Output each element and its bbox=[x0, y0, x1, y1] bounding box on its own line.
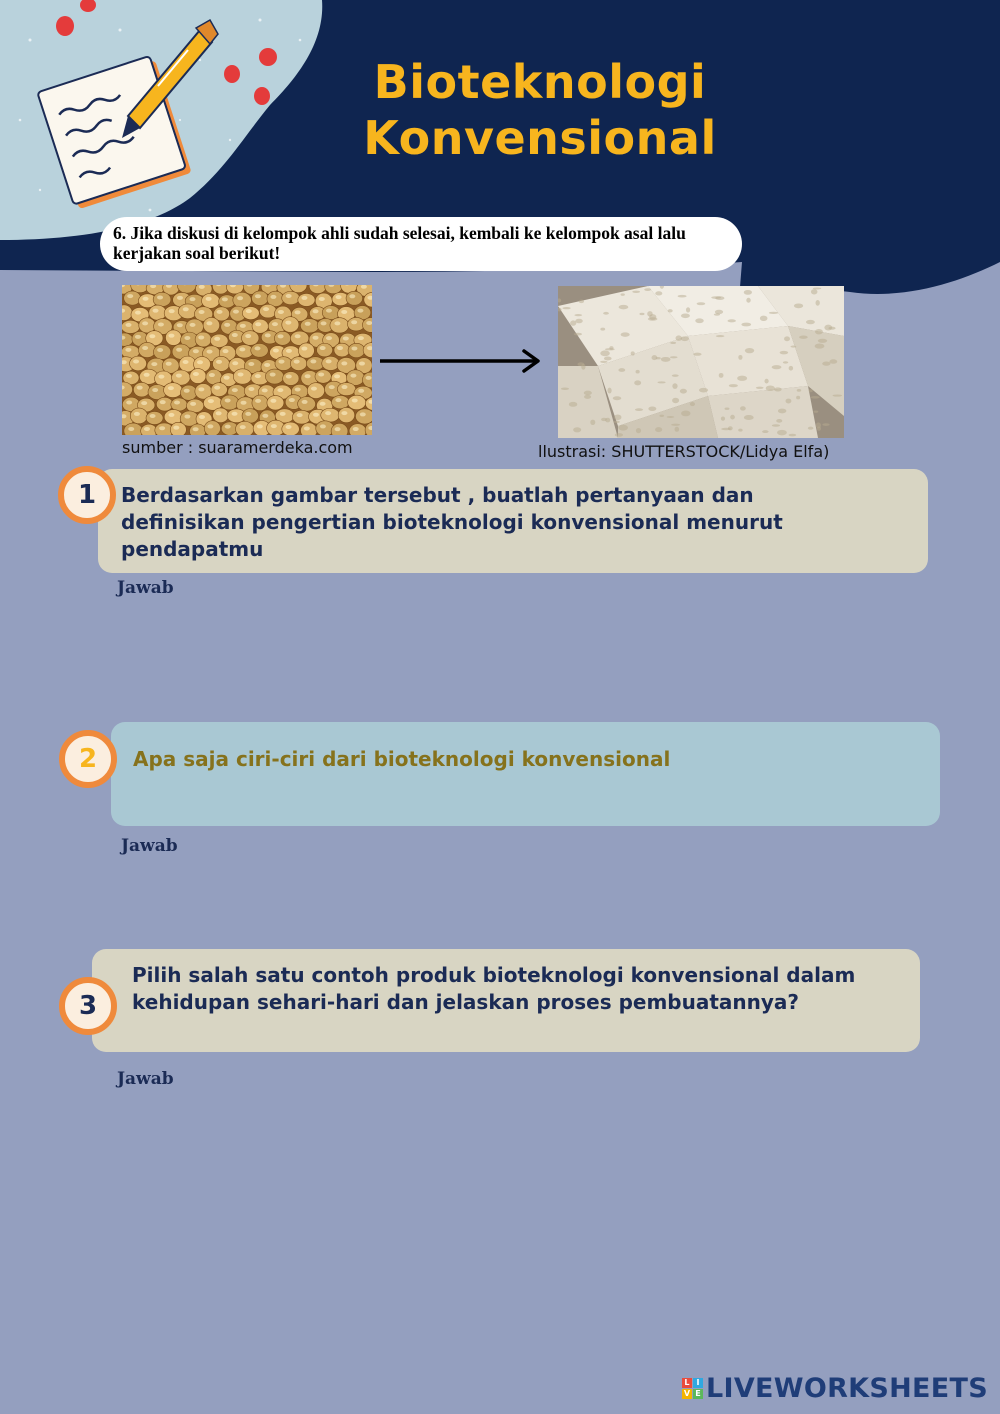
question-2-number: 2 bbox=[78, 744, 98, 774]
liveworksheets-logo bbox=[682, 1373, 988, 1404]
question-2-text: Apa saja ciri-ciri dari bioteknologi konvensional bbox=[133, 747, 671, 771]
question-1-answer-label: Jawab bbox=[117, 578, 174, 598]
question-3-box bbox=[92, 949, 920, 1052]
page-title-line2: Konvensional bbox=[363, 111, 717, 165]
page-title-line1: Bioteknologi bbox=[373, 55, 707, 109]
arrow-right-icon bbox=[378, 346, 544, 376]
question-3-answer-area[interactable] bbox=[110, 1097, 930, 1297]
right-image-caption: llustrasi: SHUTTERSTOCK/Lidya Elfa) bbox=[538, 442, 830, 461]
liveworksheets-logo-icon: L I V E bbox=[682, 1378, 703, 1399]
question-3-number: 3 bbox=[78, 991, 98, 1021]
question-1-number: 1 bbox=[77, 480, 97, 510]
tempeh-image bbox=[558, 286, 844, 438]
instruction-text: 6. Jika diskusi di kelompok ahli sudah selesai, kembali ke kelompok asal lalu kerjakan soal berikut! bbox=[113, 223, 686, 263]
question-1-text: Berdasarkan gambar tersebut , buatlah pertanyaan dan definisikan pengertian bioteknologi konvensional menurut pendapatmu bbox=[121, 483, 783, 561]
question-3-answer-label: Jawab bbox=[117, 1069, 174, 1089]
question-1-answer-area[interactable] bbox=[110, 606, 930, 706]
question-2-badge bbox=[59, 730, 117, 788]
liveworksheets-logo-text: LIVEWORKSHEETS bbox=[705, 1373, 988, 1404]
left-image-caption: sumber : suaramerdeka.com bbox=[122, 438, 353, 457]
question-2-answer-area[interactable] bbox=[110, 864, 930, 944]
question-1-badge bbox=[58, 466, 116, 524]
question-1-box bbox=[98, 469, 928, 573]
question-3-badge bbox=[59, 977, 117, 1035]
question-2-answer-label: Jawab bbox=[121, 836, 178, 856]
question-3-text: Pilih salah satu contoh produk bioteknologi konvensional dalam kehidupan sehari-hari dan jelaskan proses pembuatannya? bbox=[132, 963, 856, 1014]
instruction-box bbox=[100, 217, 742, 271]
question-2-box bbox=[111, 722, 940, 826]
soybean-image bbox=[122, 285, 372, 435]
